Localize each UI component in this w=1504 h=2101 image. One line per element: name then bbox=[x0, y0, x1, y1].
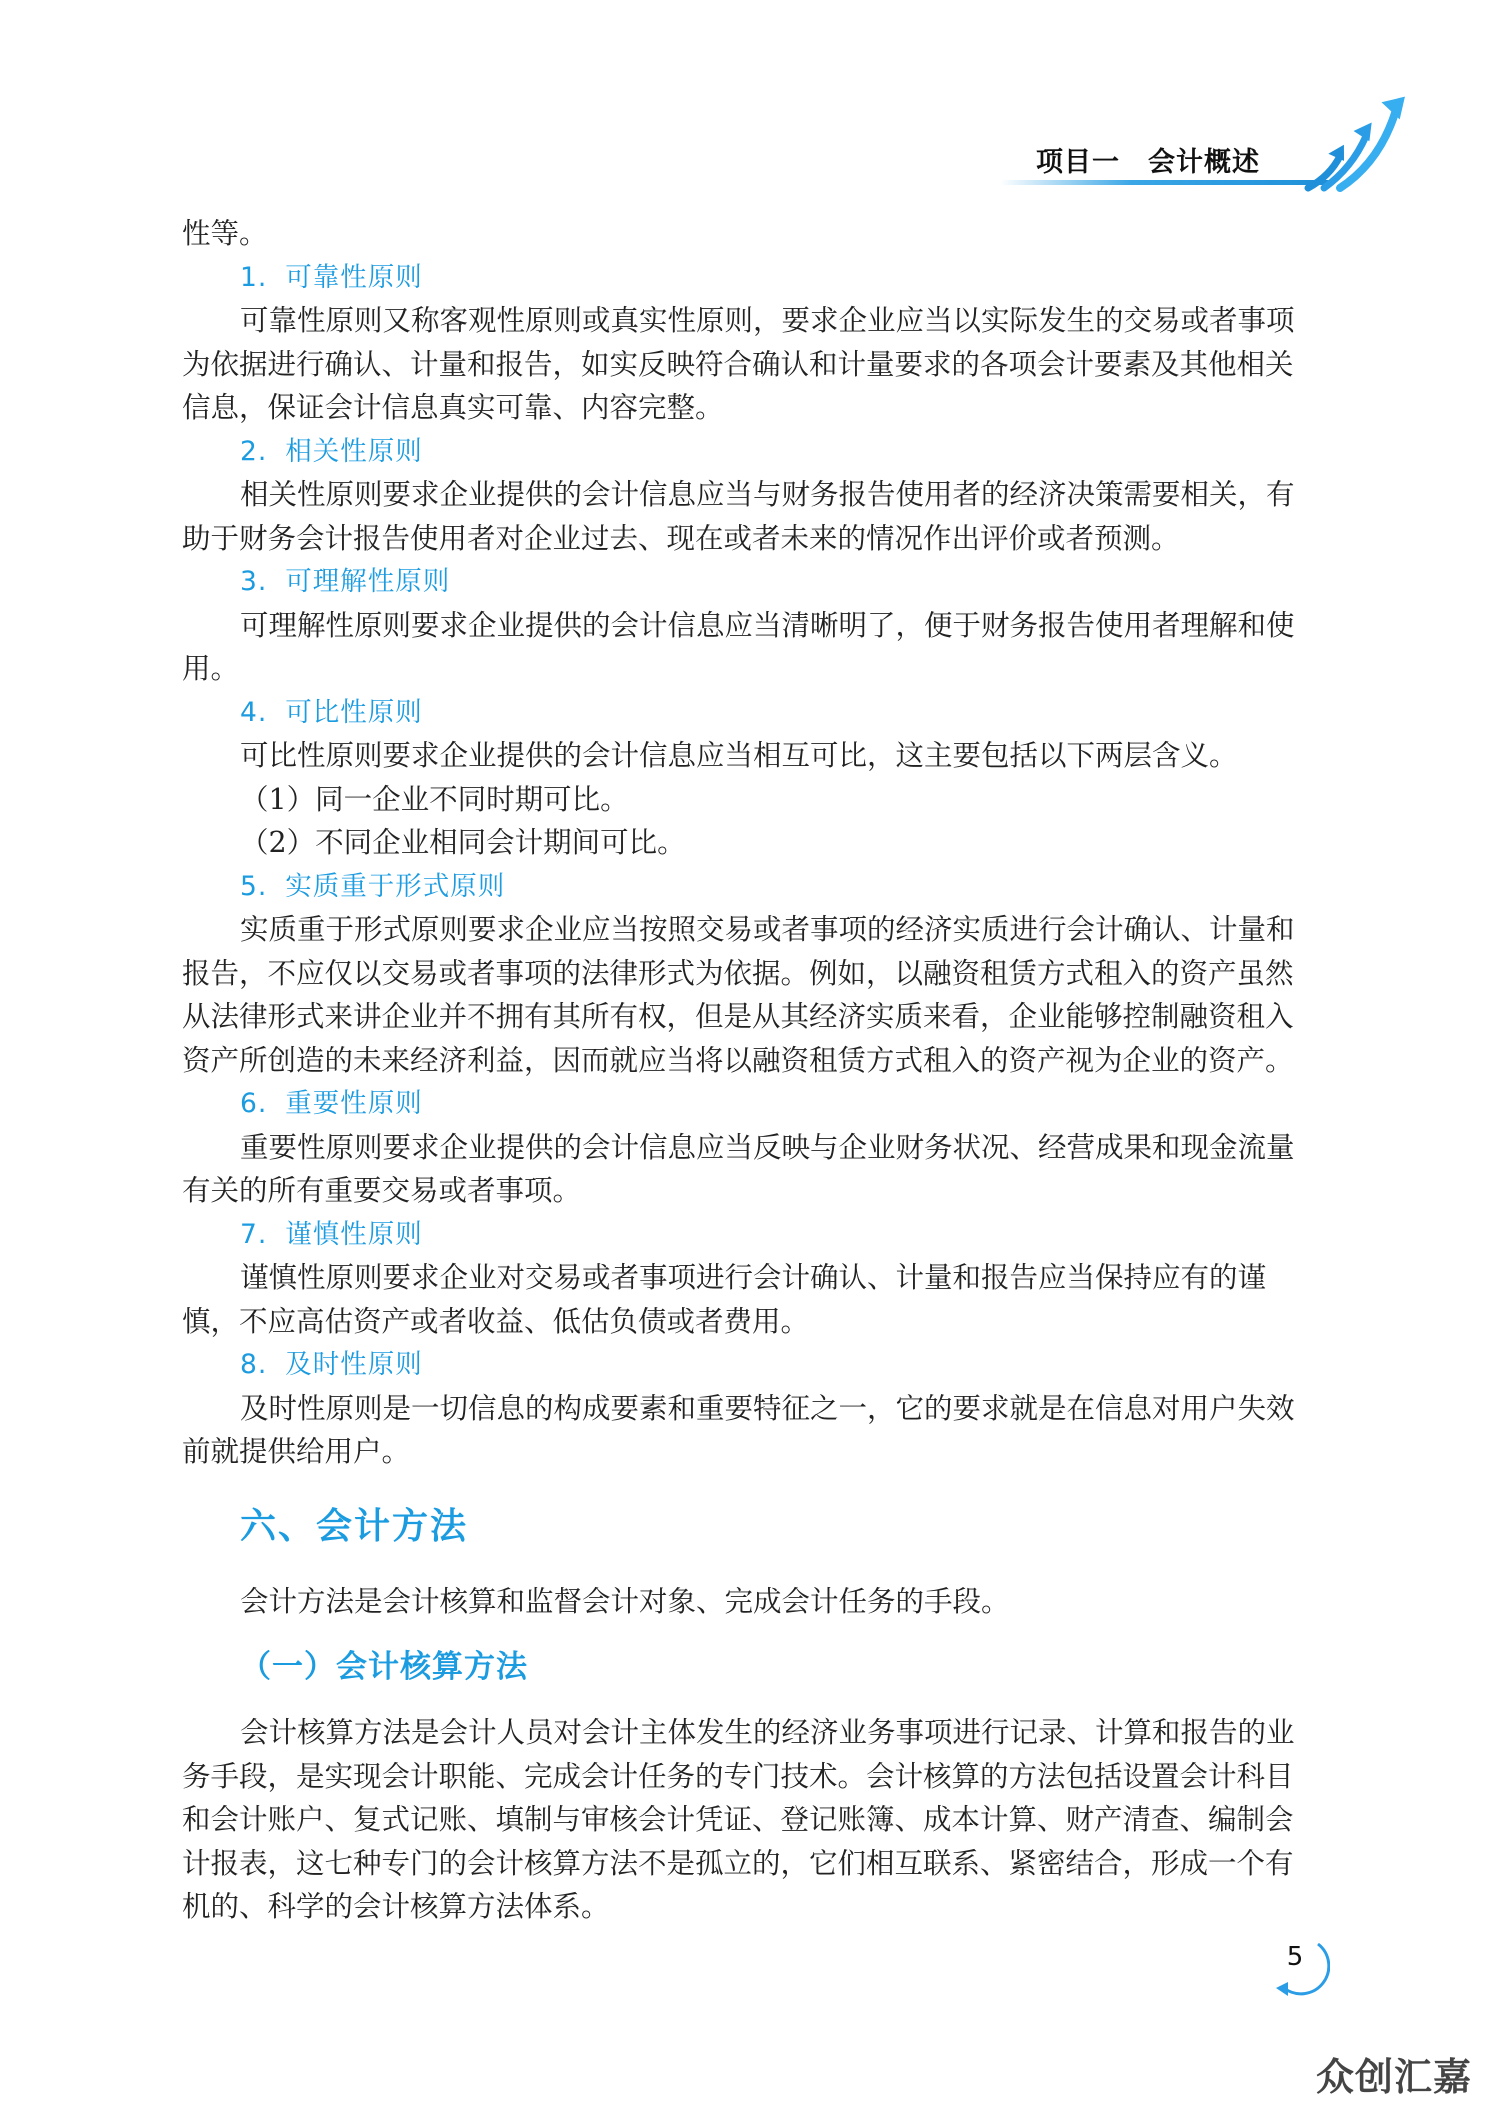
principle-number: 4. bbox=[240, 696, 268, 728]
principle-paragraph: 可比性原则要求企业提供的会计信息应当相互可比，这主要包括以下两层含义。 bbox=[240, 739, 1238, 772]
upward-arrows-icon bbox=[1300, 96, 1410, 196]
principle-heading-6 bbox=[182, 1082, 1320, 1126]
principle-paragraph: 可理解性原则要求企业提供的会计信息应当清晰明了，便于财务报告使用者理解和使用。 bbox=[182, 608, 1295, 685]
principle-number: 1. bbox=[240, 261, 268, 293]
subsection-paragraph: 会计核算方法是会计人员对会计主体发生的经济业务事项进行记录、计算和报告的业务手段，是实现会计职能、完成会计任务的专门技术。会计核算的方法包括设置会计科目和会计账户、复式记账、填制与审核会计凭证、登记账簿、成本计算、财产清查、编制会计报表，这七种专门的会计核算方法不是孤立的，它们相互联系、紧密结合，形成一个有机的、科学的会计核算方法体系。 bbox=[182, 1716, 1295, 1923]
header-rule bbox=[1000, 180, 1330, 185]
principle-paragraph: 实质重于形式原则要求企业应当按照交易或者事项的经济实质进行会计确认、计量和报告，不应仅以交易或者事项的法律形式为依据。例如，以融资租赁方式租入的资产虽然从法律形式来讲企业并不拥有其所有权，但是从其经济实质来看，企业能够控制融资租入资产所创造的未来经济利益，因而就应当将以融资租赁方式租入的资产视为企业的资产。 bbox=[182, 913, 1295, 1077]
principle-number: 3. bbox=[240, 566, 268, 597]
principle-paragraph: 相关性原则要求企业提供的会计信息应当与财务报告使用者的经济决策需要相关，有助于财务会计报告使用者对企业过去、现在或者未来的情况作出评价或者预测。 bbox=[182, 478, 1295, 555]
principle-heading-5 bbox=[182, 865, 1320, 909]
principle-title: 可靠性原则 bbox=[285, 261, 423, 293]
subsection-heading: （一）会计核算方法 bbox=[240, 1649, 528, 1685]
principle-heading-4 bbox=[182, 691, 1320, 735]
principle-paragraph: 谨慎性原则要求企业对交易或者事项进行会计确认、计量和报告应当保持应有的谨慎，不应高估资产或者收益、低估负债或者费用。 bbox=[182, 1261, 1267, 1338]
principle-paragraph: 可靠性原则又称客观性原则或真实性原则，要求企业应当以实际发生的交易或者事项为依据进行确认、计量和报告，如实反映符合确认和计量要求的各项会计要素及其他相关信息，保证会计信息真实可靠、内容完整。 bbox=[182, 304, 1295, 424]
principle-title: 及时性原则 bbox=[285, 1349, 423, 1380]
principle-heading-3 bbox=[182, 560, 1320, 604]
principle-paragraph: 及时性原则是一切信息的构成要素和重要特征之一，它的要求就是在信息对用户失效前就提供给用户。 bbox=[182, 1391, 1295, 1468]
principle-number: 8. bbox=[240, 1349, 268, 1380]
section-heading: 六、会计方法 bbox=[240, 1505, 469, 1547]
principle-number: 2. bbox=[240, 435, 268, 467]
principle-number: 7. bbox=[240, 1218, 268, 1250]
chapter-header-title: 项目一 会计概述 bbox=[1036, 147, 1260, 178]
principle-heading-1 bbox=[182, 256, 1320, 300]
principle-heading-8 bbox=[182, 1343, 1320, 1387]
principle-title: 实质重于形式原则 bbox=[285, 870, 506, 902]
list-item: （1）同一企业不同时期可比。 bbox=[240, 782, 629, 816]
page-number-badge bbox=[1270, 1930, 1330, 2002]
page-number: 5 bbox=[1286, 1942, 1304, 1972]
principle-title: 重要性原则 bbox=[285, 1088, 423, 1119]
continuation-text: 性等。 bbox=[182, 217, 268, 250]
principle-paragraph: 重要性原则要求企业提供的会计信息应当反映与企业财务状况、经营成果和现金流量有关的所有重要交易或者事项。 bbox=[182, 1130, 1295, 1207]
page-body bbox=[182, 212, 1320, 1929]
principle-title: 可比性原则 bbox=[285, 696, 423, 728]
principle-heading-2 bbox=[182, 430, 1320, 474]
principle-heading-7 bbox=[182, 1213, 1320, 1257]
principle-title: 谨慎性原则 bbox=[285, 1218, 423, 1250]
principle-number: 5. bbox=[240, 870, 268, 902]
list-item: （2）不同企业相同会计期间可比。 bbox=[240, 826, 686, 859]
watermark: 众创汇嘉 bbox=[1316, 2055, 1473, 2099]
principle-number: 6. bbox=[240, 1088, 268, 1119]
principle-title: 可理解性原则 bbox=[285, 566, 451, 597]
section-intro: 会计方法是会计核算和监督会计对象、完成会计任务的手段。 bbox=[240, 1584, 1010, 1618]
principle-title: 相关性原则 bbox=[285, 435, 423, 467]
